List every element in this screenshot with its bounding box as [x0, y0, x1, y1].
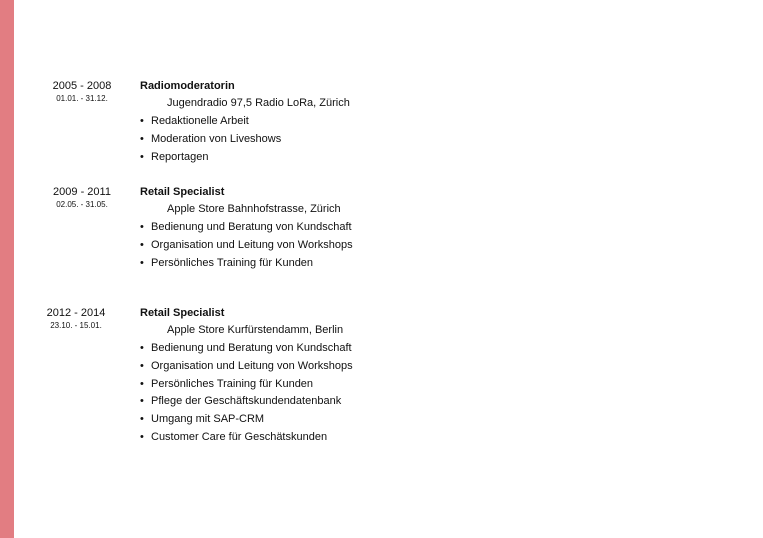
list-item-text: Redaktionelle Arbeit — [151, 115, 249, 127]
list-item-text: Bedienung und Beratung von Kundschaft — [151, 221, 352, 233]
bullet-icon: • — [140, 342, 144, 354]
responsibility-list — [140, 220, 353, 273]
list-item-text: Persönliches Training für Kunden — [151, 377, 314, 390]
responsibility-list — [140, 341, 353, 448]
employer: Apple Store Kurfürstendamm, Berlin — [167, 324, 344, 336]
bullet-icon: • — [140, 150, 144, 163]
list-item-text: Bedienung und Beratung von Kundschaft — [151, 342, 352, 354]
job-title: Retail Specialist — [140, 307, 225, 319]
list-item — [140, 412, 353, 430]
entry-years: 2012 - 2014 — [46, 307, 106, 319]
bullet-icon: • — [140, 238, 144, 251]
entry-dates: 23.10. - 15.01. — [50, 321, 102, 330]
bullet-icon: • — [140, 221, 144, 233]
bullet-icon: • — [140, 132, 144, 145]
list-item-text: Persönliches Training für Kunden — [151, 256, 314, 269]
entry-dates: 01.01. - 31.12. — [56, 94, 108, 103]
employer: Jugendradio 97,5 Radio LoRa, Zürich — [167, 97, 350, 109]
list-item — [140, 341, 353, 359]
entry-years: 2005 - 2008 — [52, 80, 112, 92]
list-item — [140, 256, 353, 274]
list-item — [140, 377, 353, 395]
list-item-text: Organisation und Leitung von Workshops — [151, 238, 353, 251]
list-item — [140, 430, 353, 448]
responsibility-list — [140, 114, 281, 167]
bullet-icon: • — [140, 395, 144, 408]
job-title: Retail Specialist — [140, 186, 225, 198]
employer: Apple Store Bahnhofstrasse, Zürich — [167, 203, 341, 215]
list-item — [140, 359, 353, 377]
entry-dates: 02.05. - 31.05. — [56, 200, 108, 209]
list-item-text: Reportagen — [151, 150, 209, 163]
bullet-icon: • — [140, 413, 144, 426]
list-item-text: Pflege der Geschäftskundendatenbank — [151, 395, 342, 408]
bullet-icon: • — [140, 115, 144, 127]
list-item — [140, 114, 281, 132]
list-item — [140, 238, 353, 256]
list-item-text: Moderation von Liveshows — [151, 132, 282, 145]
entry-years: 2009 - 2011 — [53, 186, 111, 198]
bullet-icon: • — [140, 377, 144, 390]
list-item-text: Umgang mit SAP-CRM — [151, 413, 265, 426]
bullet-icon: • — [140, 256, 144, 269]
list-item — [140, 394, 353, 412]
bullet-icon: • — [140, 359, 144, 372]
list-item — [140, 220, 353, 238]
job-title: Radiomoderatorin — [140, 80, 235, 92]
list-item — [140, 132, 281, 150]
bullet-icon: • — [140, 430, 144, 443]
list-item — [140, 150, 281, 168]
list-item-text: Customer Care für Geschätskunden — [151, 430, 328, 443]
list-item-text: Organisation und Leitung von Workshops — [151, 359, 353, 372]
